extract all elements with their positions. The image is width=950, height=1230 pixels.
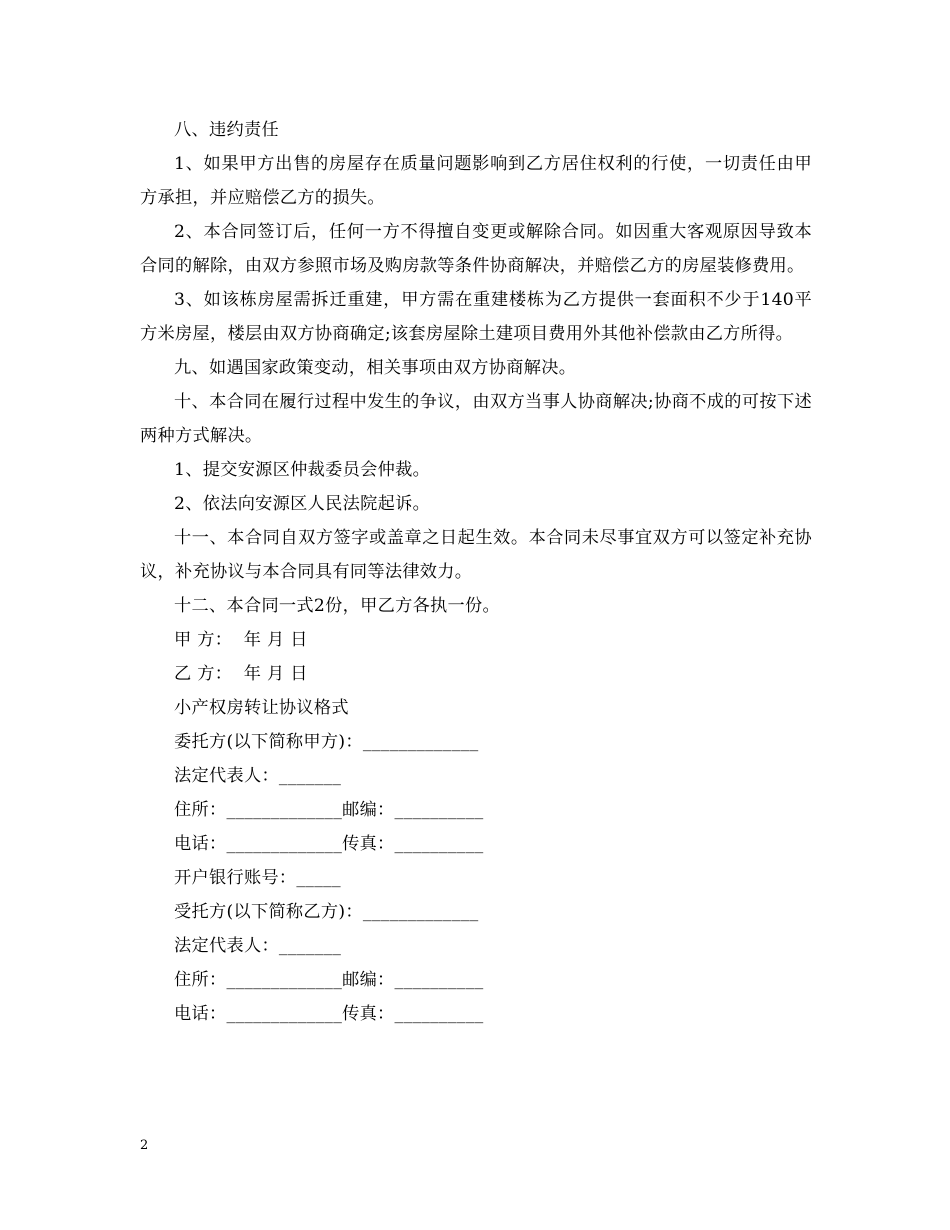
field-principal-phone: 电话：_____________传真：__________ <box>174 834 484 854</box>
clause-court: 2、依法向安源区人民法院起诉。 <box>174 494 431 514</box>
field-principal: 委托方(以下简称甲方)：_____________ <box>174 732 479 752</box>
clause-quality-liability: 1、如果甲方出售的房屋存在质量问题影响到乙方居住权利的行使，一切责任由甲方承担，并应赔偿乙方的损失。 <box>140 154 812 208</box>
form-title: 小产权房转让协议格式 <box>174 698 349 718</box>
signature-party-b: 乙 方： 年 月 日 <box>174 664 308 684</box>
page-number: 2 <box>140 1138 149 1153</box>
clause-effectiveness: 十一、本合同自双方签字或盖章之日起生效。本合同未尽事宜双方可以签定补充协议，补充协议与本合同具有同等法律效力。 <box>140 528 812 582</box>
document-body <box>140 113 812 1031</box>
signature-party-a: 甲 方： 年 月 日 <box>174 630 308 650</box>
field-agent: 受托方(以下简称乙方)：_____________ <box>174 902 479 922</box>
clause-copies: 十二、本合同一式2份，甲乙方各执一份。 <box>174 596 501 616</box>
field-agent-representative: 法定代表人：_______ <box>174 936 342 956</box>
clause-policy-change: 九、如遇国家政策变动，相关事项由双方协商解决。 <box>174 358 577 378</box>
clause-arbitration: 1、提交安源区仲裁委员会仲裁。 <box>174 460 431 480</box>
field-bank-account: 开户银行账号：_____ <box>174 868 341 888</box>
clause-no-unilateral-change: 2、本合同签订后，任何一方不得擅自变更或解除合同。如因重大客观原因导致本合同的解除，由双方参照市场及购房款等条件协商解决，并赔偿乙方的房屋装修费用。 <box>140 222 812 276</box>
field-agent-phone: 电话：_____________传真：__________ <box>174 1004 484 1024</box>
field-agent-address: 住所：_____________邮编：__________ <box>174 970 484 990</box>
field-principal-representative: 法定代表人：_______ <box>174 766 342 786</box>
clause-demolition-rebuild: 3、如该栋房屋需拆迁重建，甲方需在重建楼栋为乙方提供一套面积不少于140平方米房屋，楼层由双方协商确定;该套房屋除土建项目费用外其他补偿款由乙方所得。 <box>140 290 812 344</box>
clause-dispute-resolution: 十、本合同在履行过程中发生的争议，由双方当事人协商解决;协商不成的可按下述两种方式解决。 <box>140 392 812 446</box>
field-principal-address: 住所：_____________邮编：__________ <box>174 800 484 820</box>
section-heading-breach: 八、违约责任 <box>174 120 279 140</box>
